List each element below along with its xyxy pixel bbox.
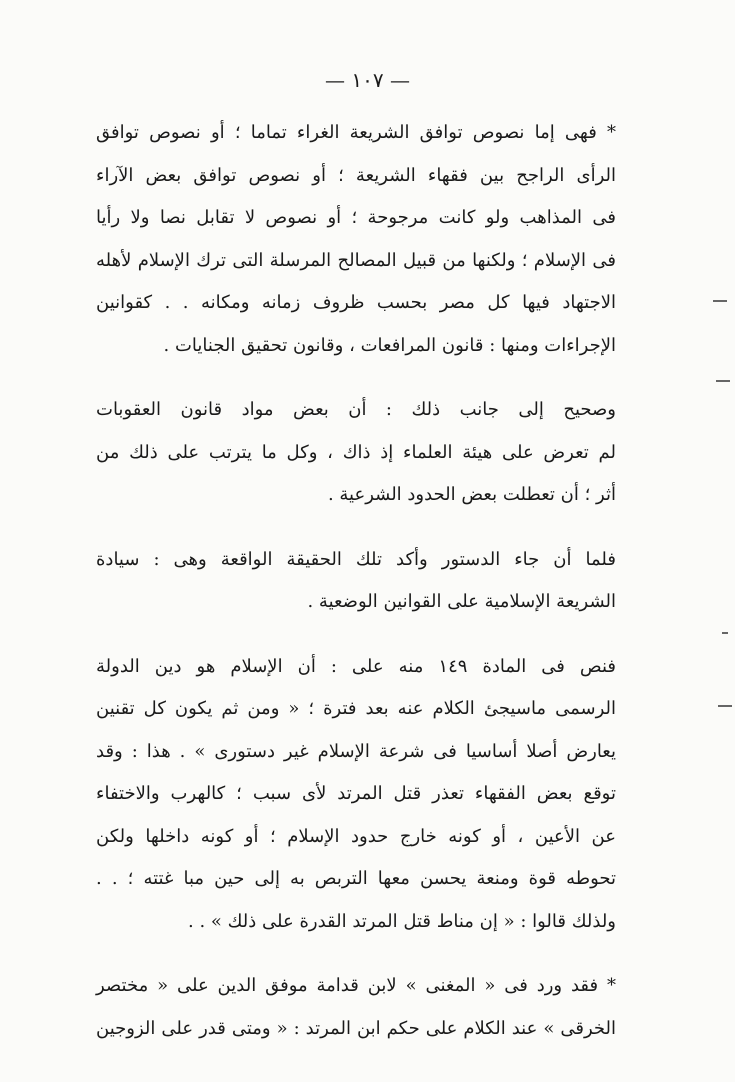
text-line: وصحيح إلى جانب ذلك : أن بعض مواد قانون العقوبات <box>96 399 616 420</box>
scan-mark <box>718 705 732 707</box>
text-line: * فقد ورد فى « المغنى » لابن قدامة موفق الدين على « مختصر <box>96 975 616 996</box>
text-line: يعارض أصلا أساسيا فى شرعة الإسلام غير دستورى » . هذا : وقد <box>96 740 616 762</box>
text-line: الاجتهاد فيها كل مصر بحسب ظروف زمانه ومكانه . . كقوانين <box>96 292 616 313</box>
text-line: فنص فى المادة ١٤٩ منه على : أن الإسلام هو دين الدولة <box>96 655 617 677</box>
scan-mark <box>716 380 730 382</box>
paragraph <box>96 646 616 944</box>
page-number: — ١٠٧ — <box>325 68 410 92</box>
scan-mark <box>722 632 728 634</box>
text-line: فى الإسلام ؛ ولكنها من قبيل المصالح المرسلة التى ترك الإسلام لأهله <box>96 249 616 271</box>
text-line: الرسمى ماسيجئ الكلام عنه بعد فترة ؛ « ومن ثم يكون كل تقنين <box>96 698 616 719</box>
text-line: * فهى إما نصوص توافق الشريعة الغراء تماما ؛ أو نصوص توافق <box>96 122 616 143</box>
text-line: الشريعة الإسلامية على القوانين الوضعية . <box>307 591 616 612</box>
text-line: الرأى الراجح بين فقهاء الشريعة ؛ أو نصوص توافق بعض الآراء <box>96 164 616 186</box>
text-line: تحوطه قوة ومنعة يحسن معها التربص به إلى حين مبا غتته ؛ . . <box>96 868 616 889</box>
text-line: الإجراءات ومنها : قانون المرافعات ، وقانون تحقيق الجنايات . <box>163 334 616 356</box>
text-line: الخرقى » عند الكلام على حكم ابن المرتد : « ومتى قدر على الزوجين <box>96 1017 616 1039</box>
paragraph <box>96 539 616 624</box>
text-line: توقع بعض الفقهاء تعذر قتل المرتد لأى سبب ؛ كالهرب والاختفاء <box>96 783 616 804</box>
paragraph <box>96 965 616 1050</box>
text-line: فى المذاهب ولو كانت مرجوحة ؛ أو نصوص لا تقابل نصا ولا رأيا <box>96 207 616 228</box>
paragraph <box>96 112 616 367</box>
text-line: ولذلك قالوا : « إن مناط قتل المرتد القدرة على ذلك » . . <box>188 910 616 932</box>
text-line: عن الأعين ، أو كونه خارج حدود الإسلام ؛ أو كونه داخلها ولكن <box>96 825 616 847</box>
page-body <box>96 112 616 1072</box>
text-line: فلما أن جاء الدستور وأكد تلك الحقيقة الواقعة وهى : سيادة <box>96 548 616 570</box>
text-line: لم تعرض على هيئة العلماء إذ ذاك ، وكل ما يترتب على ذلك من <box>96 441 616 463</box>
text-line: أثر ؛ أن تعطلت بعض الحدود الشرعية . <box>327 484 616 505</box>
paragraph <box>96 389 616 517</box>
scan-mark <box>713 300 727 302</box>
